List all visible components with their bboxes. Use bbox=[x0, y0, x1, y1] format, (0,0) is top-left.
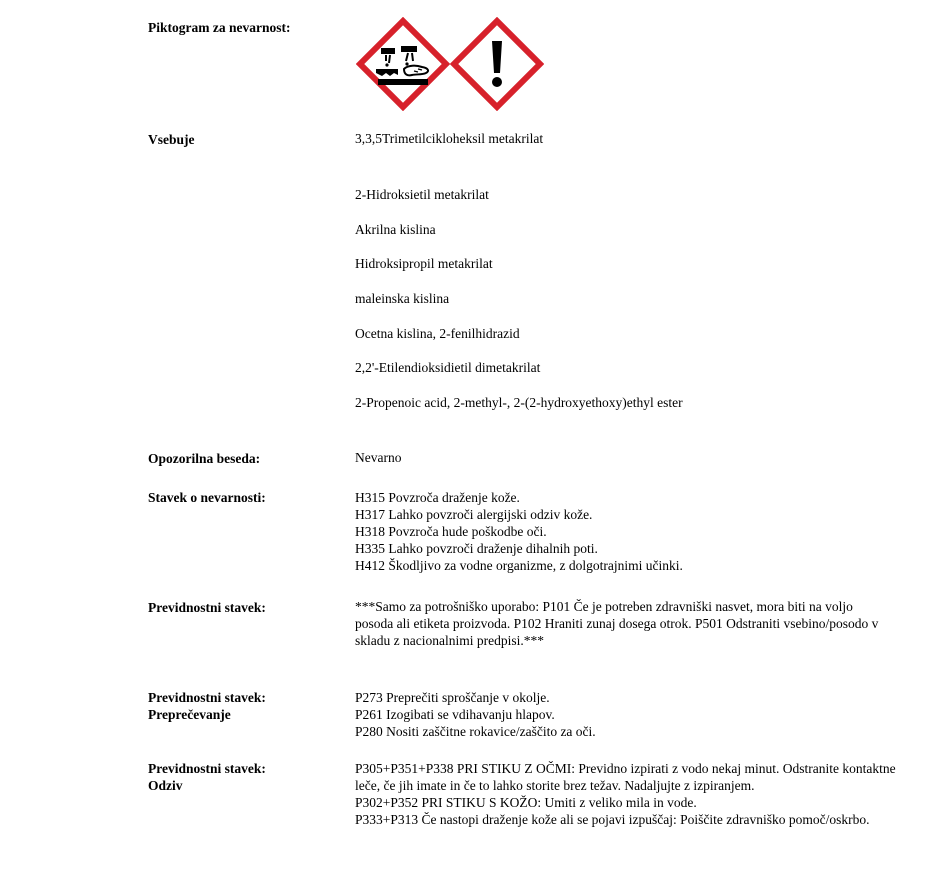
hazard-statement: H317 Lahko povzroči alergijski odziv kože. bbox=[355, 507, 593, 522]
precautionary-response bbox=[355, 760, 900, 828]
contains-item: Ocetna kislina, 2-fenilhidrazid bbox=[355, 326, 520, 341]
response-statement: P305+P351+P338 PRI STIKU Z OČMI: Previdno izpirati z vodo nekaj minut. Odstranite kontaktne leče, če jih imate in če to lahko storite brez težav. Nadaljujte z izpiranjem. bbox=[355, 761, 896, 793]
response-statement: P302+P352 PRI STIKU S KOŽO: Umiti z veliko mila in vode. bbox=[355, 795, 697, 810]
hazard-statement: H315 Povzroča draženje kože. bbox=[355, 490, 520, 505]
hazard-statement: H318 Povzroča hude poškodbe oči. bbox=[355, 524, 547, 539]
contains-label: Vsebuje bbox=[148, 132, 195, 147]
precautionary-general-label: Previdnostni stavek: bbox=[148, 600, 266, 615]
precautionary-general-text: ***Samo za potrošniško uporabo: P101 Če je potreben zdravniški nasvet, mora biti na voljo posoda ali etiketa proizvoda. P102 Hraniti zunaj dosega otrok. P501 Odstraniti vsebino/posodo v skladu z nacionalnimi predpisi.*** bbox=[355, 599, 879, 648]
precautionary-response-label bbox=[148, 760, 266, 794]
prevention-statement: P280 Nositi zaščitne rokavice/zaščito za oči. bbox=[355, 724, 596, 739]
contains-item: Akrilna kislina bbox=[355, 222, 436, 237]
hazard-statement: H412 Škodljivo za vodne organizme, z dolgotrajnimi učinki. bbox=[355, 558, 683, 573]
hazard-statements-label: Stavek o nevarnosti: bbox=[148, 490, 266, 505]
label-line: Preprečevanje bbox=[148, 707, 231, 722]
signal-word-label: Opozorilna beseda: bbox=[148, 451, 261, 466]
hazard-statement: H335 Lahko povzroči draženje dihalnih poti. bbox=[355, 541, 598, 556]
hazard-pictograms bbox=[356, 17, 544, 112]
contains-item: 3,3,5Trimetilcikloheksil metakrilat bbox=[355, 131, 544, 146]
prevention-statement: P261 Izogibati se vdihavanju hlapov. bbox=[355, 707, 555, 722]
contains-item: 2,2'-Etilendioksidietil dimetakrilat bbox=[355, 360, 541, 375]
contains-item: maleinska kislina bbox=[355, 291, 450, 306]
label-line: Odziv bbox=[148, 778, 183, 793]
contains-item: 2-Hidroksietil metakrilat bbox=[355, 187, 489, 202]
contains-item: Hidroksipropil metakrilat bbox=[355, 256, 493, 271]
corrosion-icon bbox=[356, 17, 450, 111]
hazard-statements bbox=[355, 489, 915, 574]
prevention-statement: P273 Preprečiti sproščanje v okolje. bbox=[355, 690, 550, 705]
precautionary-prevention-label bbox=[148, 689, 266, 723]
contains-item: 2-Propenoic acid, 2-methyl-, 2-(2-hydroxyethoxy)ethyl ester bbox=[355, 395, 683, 410]
precautionary-prevention bbox=[355, 689, 915, 740]
signal-word-value: Nevarno bbox=[355, 450, 402, 465]
label-line: Previdnostni stavek: bbox=[148, 761, 266, 776]
label-line: Previdnostni stavek: bbox=[148, 690, 266, 705]
pictogram-label: Piktogram za nevarnost: bbox=[148, 20, 291, 35]
response-statement: P333+P313 Če nastopi draženje kože ali se pojavi izpuščaj: Poiščite zdravniško pomoč/oskrbo. bbox=[355, 812, 870, 827]
exclamation-mark-icon bbox=[450, 17, 544, 111]
